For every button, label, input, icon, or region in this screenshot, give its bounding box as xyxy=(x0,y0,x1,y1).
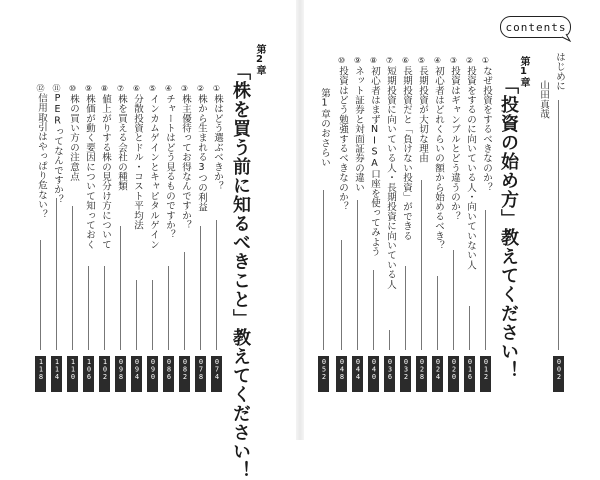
leader-line xyxy=(56,198,57,350)
chapter1-summary xyxy=(317,0,331,440)
page-number: 016 xyxy=(464,356,475,392)
toc-item: ⑪ PERってなんですか？ 114 xyxy=(50,0,64,440)
page-number: 074 xyxy=(211,356,222,392)
leader-line xyxy=(88,266,89,350)
toc-item: ⑦ 短期投資に向いている人・長期投資に向いている人 036 xyxy=(383,0,397,440)
page-number: 052 xyxy=(318,356,329,392)
leader-line xyxy=(437,276,438,350)
leader-line xyxy=(40,240,41,350)
toc-item: ⑥ 分散投資とドル・コスト平均法 094 xyxy=(130,0,144,440)
toc-item: ⑩ 株の買い方の注意点 110 xyxy=(66,0,80,440)
toc-item-title: 投資はどう勉強するべきなのか？ xyxy=(337,66,348,212)
leader-line xyxy=(558,100,559,350)
intro-author-col xyxy=(536,0,550,440)
page-number: 036 xyxy=(384,356,395,392)
toc-item-title: 株を買える会社の種類 xyxy=(116,94,127,191)
toc-item: ⑧ 初心者はまずNISA口座を使ってみよう 040 xyxy=(367,0,381,440)
page-number: 094 xyxy=(131,356,142,392)
chapter1-heading xyxy=(500,0,536,440)
leader-line xyxy=(136,280,137,350)
toc-item: ② 投資をするのに向いている人・向いていない人 016 xyxy=(463,0,477,440)
toc-item: ④ 初心者はどれくらいの額から始めるべき？ 024 xyxy=(431,0,445,440)
toc-item-title: 初心者はどれくらいの額から始めるべき？ xyxy=(433,66,444,251)
toc-item-title: 株価が動く要因について知っておく xyxy=(84,94,95,250)
leader-line xyxy=(152,280,153,350)
leader-line xyxy=(421,180,422,350)
page-number: 020 xyxy=(448,356,459,392)
page-gutter xyxy=(296,0,304,440)
toc-item-title: 分散投資とドル・コスト平均法 xyxy=(132,94,143,230)
leader-line xyxy=(485,210,486,350)
leader-line xyxy=(405,266,406,350)
toc-item-title: 短期投資に向いている人・長期投資に向いている人 xyxy=(385,66,396,290)
toc-item-title: チャートはどう見るものですか？ xyxy=(164,94,175,240)
toc-item-title: 株はどう選ぶべきか？ xyxy=(212,94,223,191)
toc-item: ③ 株主優待ってお得なんですか？ 082 xyxy=(178,0,192,440)
chapter1-title: 「投資の始め方」教えてください！ xyxy=(498,76,519,380)
leader-line xyxy=(341,240,342,350)
toc-item: ① 株はどう選ぶべきか？ 074 xyxy=(210,0,224,440)
chapter2-label: 第2章 xyxy=(254,44,265,75)
toc-item-title: なぜ投資をするべきなのか？ xyxy=(481,66,492,193)
page-number: 078 xyxy=(195,356,206,392)
page-number: 090 xyxy=(147,356,158,392)
leader-line xyxy=(184,252,185,350)
leader-line xyxy=(72,206,73,350)
leader-line xyxy=(323,190,324,350)
leader-line xyxy=(200,226,201,350)
toc-item-title: インカムゲインとキャピタルゲイン xyxy=(148,94,159,250)
leader-line xyxy=(389,330,390,350)
leader-line xyxy=(357,200,358,350)
page-number: 012 xyxy=(480,356,491,392)
contents-label: contents xyxy=(505,21,567,34)
toc-item-title: 値上がりする株の見分け方について xyxy=(100,94,111,250)
chapter2-heading xyxy=(228,0,268,480)
toc-item: ⑦ 株を買える会社の種類 098 xyxy=(114,0,128,440)
page-number: 082 xyxy=(179,356,190,392)
toc-item: ② 株から生まれる3つの利益 078 xyxy=(194,0,208,440)
toc-item-title: 株主優待ってお得なんですか？ xyxy=(180,94,191,230)
page-number: 102 xyxy=(99,356,110,392)
leader-line xyxy=(168,266,169,350)
leader-line xyxy=(373,270,374,350)
page-number: 002 xyxy=(553,356,564,392)
toc-item: ⑨ 株価が動く要因について知っておく 106 xyxy=(82,0,96,440)
toc-item: ③ 投資はギャンブルとどう違うのか？ 020 xyxy=(447,0,461,440)
page-number: 040 xyxy=(368,356,379,392)
page-number: 106 xyxy=(83,356,94,392)
summary-title: 第1章のおさらい xyxy=(319,88,330,168)
page-number: 086 xyxy=(163,356,174,392)
intro-author: 山田真哉 xyxy=(538,80,549,119)
toc-item-title: 投資をするのに向いている人・向いていない人 xyxy=(465,66,476,270)
page-number: 024 xyxy=(432,356,443,392)
toc-item: ④ チャートはどう見るものですか？ 086 xyxy=(162,0,176,440)
page-number: 028 xyxy=(416,356,427,392)
page-number: 114 xyxy=(51,356,62,392)
toc-item-title: PERってなんですか？ xyxy=(52,93,63,205)
page-number: 098 xyxy=(115,356,126,392)
toc-item-title: 信用取引はやっぱり危ない？ xyxy=(36,93,47,220)
chapter1-label: 第1章 xyxy=(518,56,529,87)
toc-item-title: ネット証券と対面証券の違い xyxy=(353,66,364,193)
leader-line xyxy=(469,306,470,350)
toc-item: ① なぜ投資をするべきなのか？ 012 xyxy=(479,0,493,440)
toc-item-title: 初心者はまずNISA口座を使ってみよう xyxy=(369,66,380,257)
toc-item-title: 長期投資だと「負けない投資」ができる xyxy=(401,66,412,241)
page-number: 048 xyxy=(336,356,347,392)
chapter2-title: 「株を買う前に知るべきこと」教えてください！ xyxy=(230,62,251,480)
toc-item: ⑫ 信用取引はやっぱり危ない？ 118 xyxy=(34,0,48,440)
toc-item-title: 長期投資が大切な理由 xyxy=(417,66,428,163)
toc-item: ⑤ インカムゲインとキャピタルゲイン 090 xyxy=(146,0,160,440)
toc-item: ⑥ 長期投資だと「負けない投資」ができる 032 xyxy=(399,0,413,440)
toc-item: ⑩ 投資はどう勉強するべきなのか？ 048 xyxy=(335,0,349,440)
toc-item: ⑧ 値上がりする株の見分け方について 102 xyxy=(98,0,112,440)
intro-entry xyxy=(552,0,566,440)
leader-line xyxy=(453,250,454,350)
leader-line xyxy=(104,266,105,350)
toc-item-title: 株から生まれる3つの利益 xyxy=(196,94,207,212)
toc-item: ⑨ ネット証券と対面証券の違い 044 xyxy=(351,0,365,440)
page-number: 118 xyxy=(35,356,46,392)
page-number: 110 xyxy=(67,356,78,392)
page-number: 044 xyxy=(352,356,363,392)
leader-line xyxy=(216,220,217,350)
toc-item-title: 投資はギャンブルとどう違うのか？ xyxy=(449,66,460,222)
toc-item-title: 株の買い方の注意点 xyxy=(68,94,79,182)
intro-label: はじめに xyxy=(554,52,565,91)
page-number: 032 xyxy=(400,356,411,392)
leader-line xyxy=(120,226,121,350)
toc-item: ⑤ 長期投資が大切な理由 028 xyxy=(415,0,429,440)
